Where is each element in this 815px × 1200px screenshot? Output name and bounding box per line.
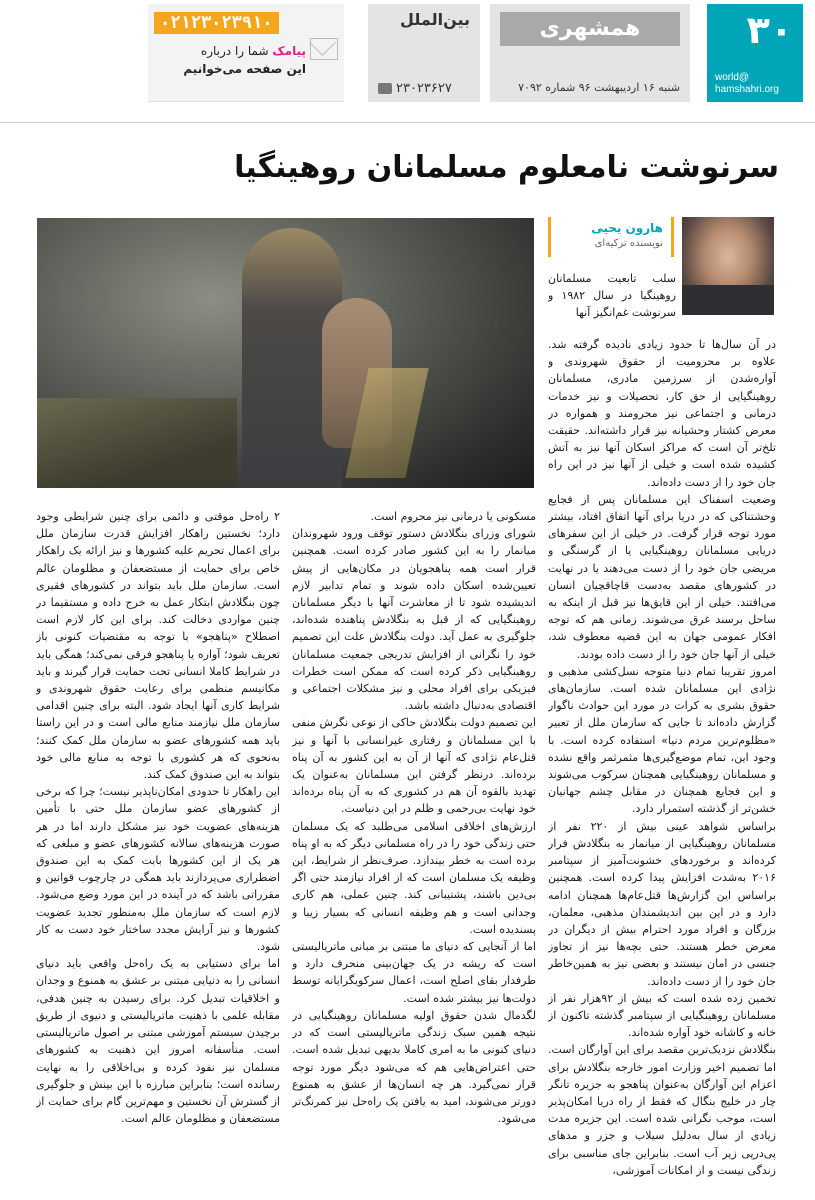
paragraph: ۲ راه‌حل موقتی و دائمی برای چنین شرایطی وجود دارد؛ نخستین راهکار افزایش قدرت سازمان ملل برای اعمال تحریم علیه کشورها و نیز ارائه یک راهکار خاص برای حمایت از مستضعفان و مظلومان عالم است. سازمان ملل باید بتواند در کشورهای فقیری چون بنگلادش ابتکار عمل به خرج داده و مستقیما در چنین مواردی دخالت کند. برای این کار لازم است اصطلاح «پناهجو» با توجه به مقتضیات کنونی باز تعریف شود؛ آواره یا پناهجو فرقی نمی‌کند؛ همگی باید در شرایط کاملا انسانی تحت حمایت قرار گیرند و باید مکانیسم منظمی برای رعایت حقوق شهروندی و شرایط کاری آنها ایجاد شود. البته برای چنین اقدامی سازمان ملل نیازمند منابع مالی است و در این راستا باید همه کشورهای عضو به سازمان ملل کمک کنند؛ به‌نحوی که هر کشوری با توجه به منابع مالی خود بتواند به این صندوق کمک کند. xyxy=(36,510,280,782)
fax-icon xyxy=(378,83,392,94)
intro-paragraph: سلب تابعیت مسلمانان روهینگیا در سال ۱۹۸۲ و سرنوشت غم‌انگیز آنها xyxy=(548,272,676,320)
author-byline xyxy=(548,217,674,257)
paragraph: وضعیت اسفناک این مسلمانان پس از فجایع وحشتناکی که در دریا برای آنها اتفاق افتاد، بیشتر مورد توجه قرار گرفت. در خیلی از این سفرهای دریایی مسلمانان روهینگیایی یا از گرسنگی و مریضی جان خود را از دست می‌دهند یا در نهایت در کشورهای مقصد به‌دست قاچاقچیان انسان می‌افتند. خیلی از این قایق‌ها نیز قبل از اینکه به ساحل برسند غرق می‌شوند. زمانی هم که توجه افکار عمومی جهان به این قضیه معطوف شد، خیلی از آنها جان خود را از دست داده بودند. xyxy=(548,492,776,661)
paragraph: براساس شواهد عینی بیش از ۲۲۰ نفر از مسلمانان روهینگیایی از میانمار به بنگلادش فرار کرده‌اند و برخوردهای خشونت‌آمیز از سپتامبر ۲۰۱۶ به‌شدت افزایش پیدا کرده است. همچنین براساس این گزارش‌ها قتل‌عام‌ها همچنان ادامه دارد و در این بین اندیشمندان مذهبی، معلمان، بزرگان و افراد مورد احترام بیش از دیگران در معرض خطر هستند. حتی بچه‌ها نیز از تجاوز جنسی در امان نیستند و بعضی نیز به همین‌خاطر جان خود را از دست داده‌اند. xyxy=(548,819,776,988)
header-divider xyxy=(0,122,815,123)
sms-prompt xyxy=(201,44,306,58)
newspaper-logo: همشهری xyxy=(500,12,680,46)
paragraph: شورای وزرای بنگلادش دستور توقف ورود شهروندان میانمار را به این کشور صادر کرده است. همچنین قرار است همه پناهجویان در مکان‌هایی از پیش تعیین‌شده اسکان داده شوند و تمام تدابیر لازم اندیشیده شود تا از معاشرت آنها با دیگر مسلمانان روهینگیایی که از قبل به بنگلادش پناهنده شده‌اند، جلوگیری به عمل آید. دولت بنگلادش علت این تصمیم خود را نگرانی از افزایش تدریجی جمعیت مسلمانان روهینگیایی ذکر کرده است که ممکن است خطرات فیزیکی برای افراد محلی و نیز مشکلات اجتماعی و اقتصادی به‌دنبال داشته باشد. xyxy=(292,527,536,713)
article-intro xyxy=(548,270,676,338)
envelope-icon xyxy=(310,38,338,60)
paragraph: تخمین زده شده است که بیش از ۹۲هزار نفر از مسلمانان روهینگیایی از سپتامبر گذشته تاکنون از خانه و کاشانه خود آواره شده‌اند. xyxy=(548,991,776,1040)
paragraph: اما از آنجایی که دنیای ما مبتنی بر مبانی ماتریالیستی است که ریشه در یک جهان‌بینی منحرف دارد و طرفدار بقای اصلح است، اعمال سرکوبگرایانه توسط دولت‌ها نیز بیشتر شده است. xyxy=(292,940,536,1005)
author-name: هارون یحیی xyxy=(591,221,663,235)
sms-prompt-rest: شما را درباره xyxy=(200,44,273,58)
paragraph: این راهکار تا حدودی امکان‌ناپذیر نیست؛ چرا که برخی از کشورهای عضو سازمان ملل حتی با تأمین هزینه‌های عضویت خود نیز مشکل دارند اما در هر صورت هزینه‌های سالانه کشورهای عضو و مبلغی که هر یک از این کشورها بابت کمک به این صندوق اضطراری می‌پردازند باید همگی در چارچوب قوانین و مقرراتی باشد که در آینده در این مورد وضع می‌شود. لازم است که سازمان ملل به‌منظور تجدید عضویت کشورها و نیز آرایش مجدد ساختار خود دست به کار شود. xyxy=(36,785,280,954)
author-photo xyxy=(682,217,774,315)
paragraph: اما برای دستیابی به یک راه‌حل واقعی باید دنیای انسانی را به دنیایی مبتنی بر عشق به همنوع و وجدان و اخلاقیات تبدیل کرد. برای رسیدن به چنین هدفی، مقابله علمی با ذهنیت ماتریالیستی و دنیوی از طریق برچیدن سیستم آموزشی مبتنی بر اصول ماتریالیستی است. متأسفانه امروز این ذهنیت به کشورهای مسلمان نیز نفوذ کرده و بی‌اخلاقی را به نهایت رسانده است؛ بنابراین مبارزه با این بینش و جلوگیری از گسترش آن نخستین و مهم‌ترین گام برای حمایت از مستضعفان و مظلومان عالم است. xyxy=(36,957,280,1126)
sms-box xyxy=(148,4,344,102)
section-title: بین‌الملل xyxy=(400,10,470,29)
page-number-box xyxy=(707,4,803,102)
paragraph: مسکونی یا درمانی نیز محروم است. xyxy=(370,510,536,523)
page-number: ۳۰ xyxy=(746,8,793,52)
article-headline: سرنوشت نامعلوم مسلمانان روهینگیا xyxy=(234,150,779,185)
paragraph: بنگلادش نزدیک‌ترین مقصد برای این آوارگان است. اما تصمیم اخیر وزارت امور خارجه بنگلادش برای اعزام این آوارگان به‌عنوان پناهجو به جزیره تانگر چار در خلیج بنگال که فقط از راه دریا امکان‌پذیر است، موجب نگرانی شده است. این جزیره مدت زیادی از سال به‌دلیل سیلاب و جزر و مدهای پی‌درپی زیر آب است. بنابراین جای مناسبی برای زندگی نیست و از امکانات آموزشی، xyxy=(548,1043,776,1177)
fax-number-text: ۲۳۰۲۳۶۲۷ xyxy=(396,81,452,96)
column-right xyxy=(548,336,776,1192)
paragraph: لگدمال شدن حقوق اولیه مسلمانان روهینگیایی در نتیجه همین سبک زندگی ماتریالیستی است که در دنیای کنونی ما به امری کاملا بدیهی تبدیل شده است. حتی اعتراض‌هایی هم که می‌شود دیگر مورد توجه قرار نمی‌گیرد. هر چه انسان‌ها از عشق به همنوع دورتر می‌شوند، امید به یافتن یک راه‌حل نیز کمرنگ‌تر می‌شود. xyxy=(292,1008,536,1126)
column-left xyxy=(36,508,280,1192)
paragraph: ارزش‌های اخلاقی اسلامی می‌طلبد که یک مسلمان حتی زندگی خود را در راه مسلمانی دیگر که به او پناه برده است به خطر بیندازد. صرف‌نظر از شرایط، این وظیفه یک مسلمان است که از افراد نیازمند حتی اگر بی‌دین باشند، پشتیبانی کند. چنین عملی، هم کاری وجدانی است و هم وظیفه انسانی که بسیار زیبا و پسندیده است. xyxy=(292,819,536,936)
sms-phone-number: ۰۲۱۲۳۰۲۳۹۱۰ xyxy=(154,12,279,34)
paragraph: در آن سال‌ها تا حدود زیادی نادیده گرفته شد. علاوه بر محرومیت از حقوق شهروندی و آواره‌شدن از سرزمین مادری، مسلمانان روهینگیایی از حق کار، تحصیلات و نیز خدمات درمانی و اجتماعی نیز محرومند و همواره در معرض کشتار وحشیانه نیز قرار داشته‌اند. حقیقت تلخ‌تر آن است که مراکز اسکان آنها نیز به آتش کشیده شده است و خیلی از آنها نیز در این راه جان خود را از دست داده‌اند. xyxy=(548,338,776,489)
author-role: نویسنده ترکیه‌ای xyxy=(594,238,663,249)
masthead-box xyxy=(490,4,690,102)
column-middle xyxy=(292,508,536,1192)
article-photo xyxy=(37,218,534,488)
sms-label: پیامک xyxy=(272,44,306,58)
fax-number xyxy=(378,81,452,96)
issue-info: شنبه ۱۶ اردیبهشت ۹۶ شماره ۷۰۹۲ xyxy=(518,81,680,94)
section-email: world@ hamshahri.org xyxy=(715,72,779,95)
paragraph: این تصمیم دولت بنگلادش حاکی از نوعی نگرش منفی با این مسلمانان و رفتاری غیرانسانی با آنها و نیز قتل‌عام نژادی که آنها از آن به این کشور به آن پناه برده‌اند. درنظر گرفتن این مسلمانان به‌عنوان یک تهدید بالقوه آن هم در کشوری که به آن پناه برده‌اند خود نهایت بی‌رحمی و ظلم در این دنیاست. xyxy=(292,716,536,816)
paragraph: امروز تقریبا تمام دنیا متوجه نسل‌کشی مذهبی و نژادی این مسلمانان شده است. سازمان‌های حقوق بشری به کرات در مورد این حوادث ناگوار گزارش داده‌اند تا جایی که سازمان ملل از تعبیر «مظلوم‌ترین مردم دنیا» استفاده کرده است. با وجود این، تمام موضع‌گیری‌ها مثمرثمر واقع نشده و مسلمانان روهینگیایی همچنان سرکوب می‌شوند و این فجایع همچنان در مقابل چشم جهانیان خشن‌تر از گذشته استمرار دارد. xyxy=(548,664,776,816)
sms-prompt-line2: این صفحه می‌خوانیم xyxy=(183,62,306,76)
section-box xyxy=(368,4,480,102)
